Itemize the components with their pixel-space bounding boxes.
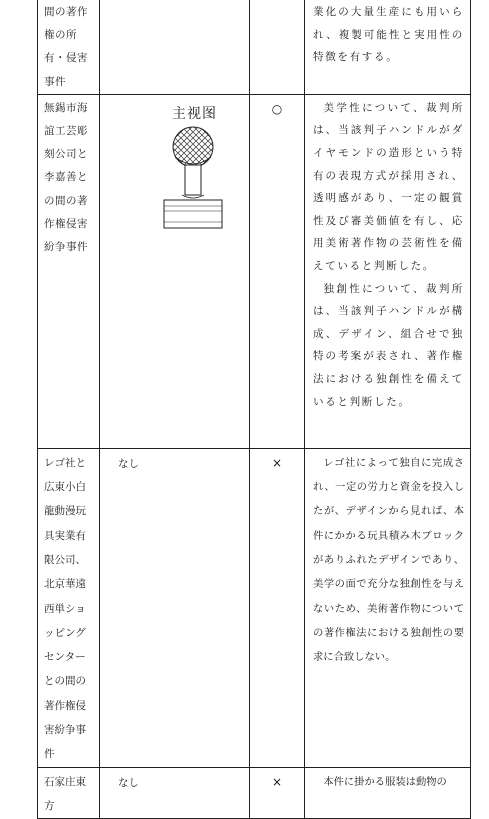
case-name-cell: 無錫市海誼工芸彫刻公司と李嘉善との間の著作権侵害紛争事件	[38, 94, 100, 448]
drawing-cell: なし	[100, 448, 250, 767]
description-cell	[305, 94, 471, 448]
table-row	[38, 448, 471, 767]
drawing-cell: なし	[100, 767, 250, 819]
description-paragraph: 本件に掛かる服装は動物の	[323, 775, 447, 788]
case-table	[37, 0, 471, 819]
case-name-cell: レゴ社と広東小白龍動漫玩具実業有限公司、北京華遠西単ショッピングセンターとの間の著作権侵害紛争事件	[38, 448, 100, 767]
description-paragraph: レゴ社によって独自に完成され、一定の労力と資金を投入したが、デザインから見れば、本件にかかる玩具積み木ブロックがありふれたデザインであり、美学の面で充分な独創性を与えないため、美術著作物についての著作権法における独創性の要求に合致しない。	[313, 456, 464, 664]
table-row	[38, 0, 471, 94]
stamp-handle-drawing	[148, 105, 238, 235]
case-name-cell: 石家庄東方	[38, 767, 100, 819]
drawing-cell	[100, 0, 250, 94]
description-cell	[305, 767, 471, 819]
mark-cell: ×	[250, 767, 305, 819]
mark-cell	[250, 0, 305, 94]
description-cell	[305, 0, 471, 94]
description-cell	[305, 448, 471, 767]
description-paragraph: 独創性について、裁判所は、当該判子ハンドルが構成、デザイン、組合せで独特の考案が表され、著作権法における独創性を備えていると判断した。	[313, 282, 464, 408]
drawing-label: 主视图	[172, 105, 217, 122]
mark-cell: ○	[250, 94, 305, 448]
description-paragraph: 業化の大量生産にも用いられ、複製可能性と実用性の特徴を有する。	[313, 6, 464, 64]
drawing-cell	[100, 94, 250, 448]
description-paragraph: 美学性について、裁判所は、当該判子ハンドルがダイヤモンドの造形という特有の表現方式が採用され、透明感があり、一定の観賞性及び審美価値を有し、応用美術著作物の芸術性を備えていると判断した。	[313, 101, 464, 272]
case-name-cell: 間の著作権の所有・侵害事件	[38, 0, 100, 94]
mark-cell: ×	[250, 448, 305, 767]
table-row	[38, 767, 471, 819]
table-row	[38, 94, 471, 448]
